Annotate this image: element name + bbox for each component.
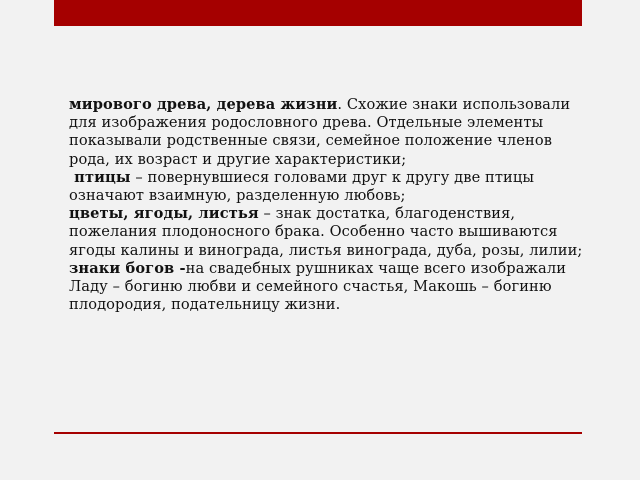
- description-gods: на свадебных рушниках чаще всего изображали Ладу – богиню любви и семейного счастья, Макошь – богиню плодородия, подательницу жизни.: [69, 259, 567, 314]
- paragraph-birds: [69, 169, 589, 205]
- term-gods: знаки богов -: [69, 259, 186, 277]
- paragraph-tree-of-life: [69, 96, 589, 169]
- paragraph-gods: [69, 260, 589, 315]
- term-birds: птицы: [69, 168, 131, 186]
- header-accent-bar: [54, 0, 582, 26]
- term-tree-of-life: мирового древа, дерева жизни: [69, 96, 338, 113]
- term-flowers: цветы, ягоды, листья: [69, 205, 259, 223]
- paragraph-flowers: [69, 205, 589, 260]
- description-flowers: – знак достатка, благоденствия, пожелания плодоносного брака. Особенно часто вышиваются ягоды калины и винограда, листья винограда, дуба, розы, лилии;: [69, 205, 583, 259]
- description-tree-of-life: . Схожие знаки использовали для изображения родословного древа. Отдельные элементы показывали родственные связи, семейное положение членов рода, их возраст и другие характеристики;: [69, 96, 571, 168]
- slide-body-text: [69, 96, 589, 314]
- description-birds: – повернувшиеся головами друг к другу две птицы означают взаимную, разделенную любовь;: [69, 168, 535, 205]
- footer-divider-line: [54, 432, 582, 434]
